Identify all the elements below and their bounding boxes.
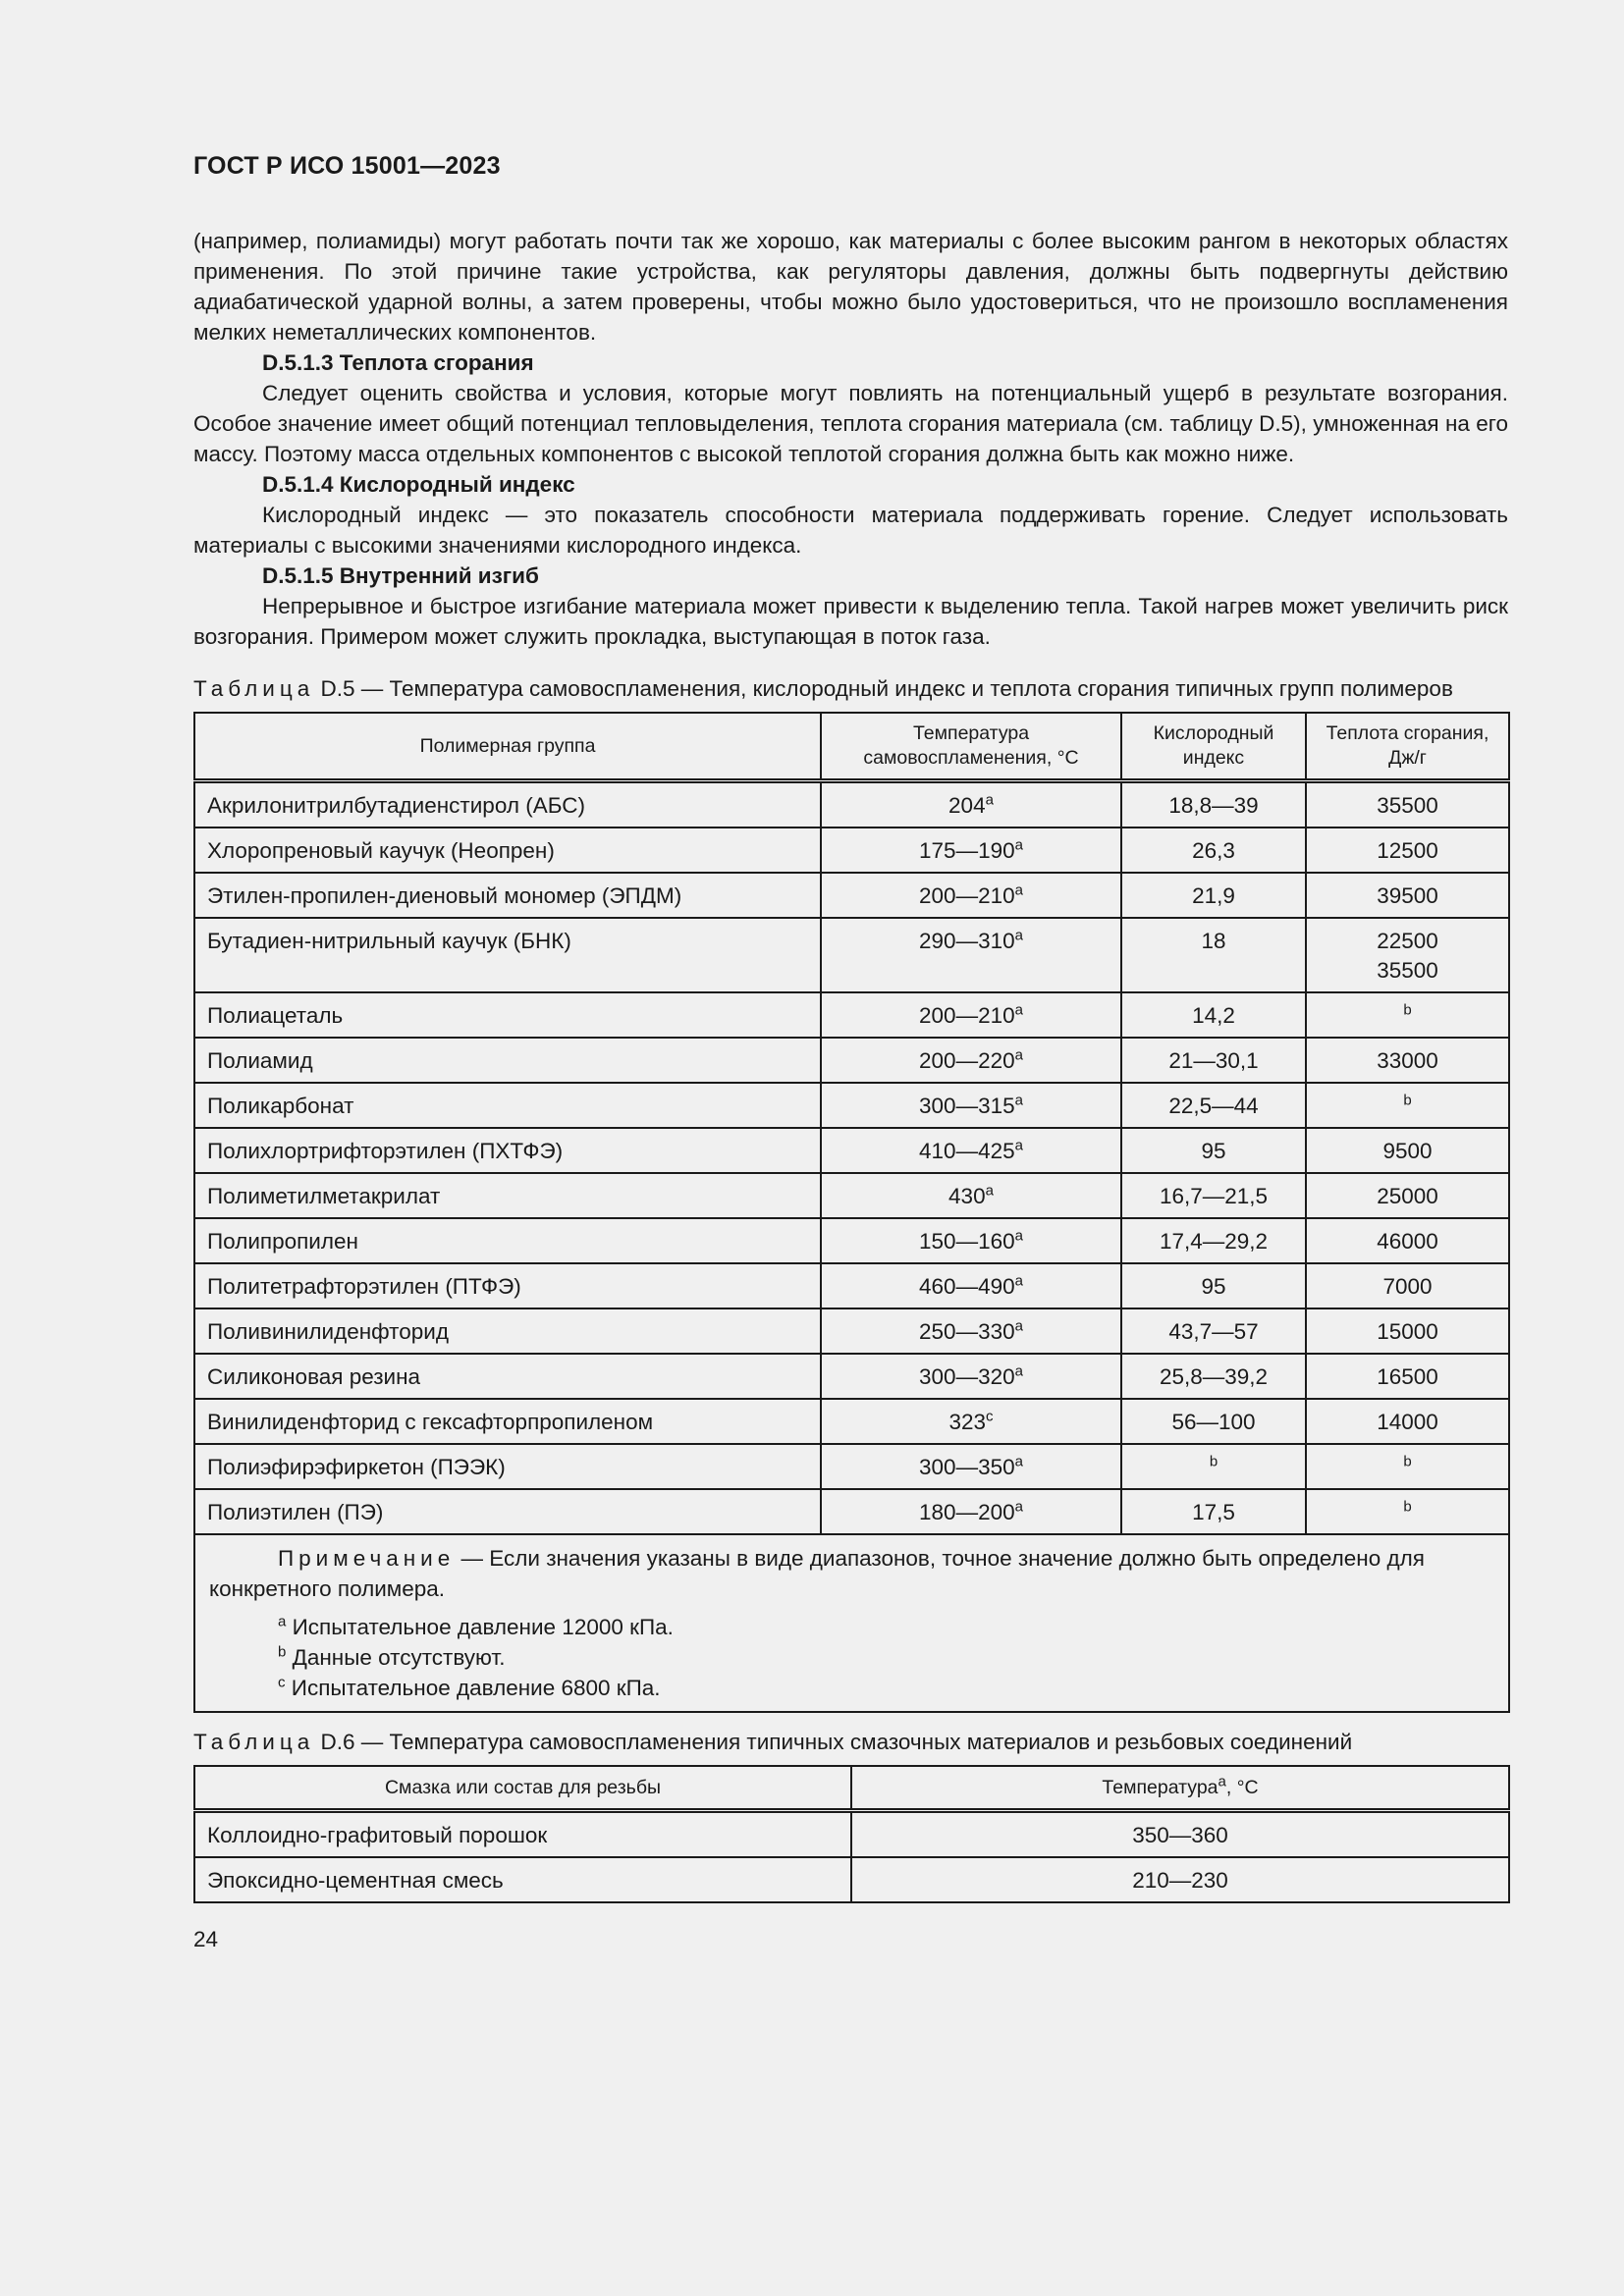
heat-value: 22500 bbox=[1377, 929, 1438, 953]
oi-value: 14,2 bbox=[1192, 1003, 1235, 1028]
footnote-mark: a bbox=[1014, 881, 1023, 899]
heat-value: 7000 bbox=[1382, 1274, 1433, 1299]
cell-temperature bbox=[821, 1444, 1121, 1489]
paragraph: Следует оценить свойства и условия, которые могут повлиять на потенциальный ущерб в результате возгорания. Особое значение имеет общий потенциал тепловыделения, теплота сгорания материала (см. таблицу D.5), умноженная на его массу. Поэтому масса отдельных компонентов с высокой теплотой сгорания должна быть как можно ниже. bbox=[193, 381, 1508, 466]
cell-heat bbox=[1306, 1083, 1509, 1128]
header-unit: , °С bbox=[1225, 1776, 1259, 1798]
cell-polymer: Полиэтилен (ПЭ) bbox=[194, 1489, 821, 1534]
cell-polymer: Акрилонитрилбутадиенстирол (АБС) bbox=[194, 781, 821, 828]
oi-value: 18,8—39 bbox=[1168, 793, 1259, 818]
temp-value: 323 bbox=[948, 1410, 987, 1434]
cell-temperature bbox=[821, 1263, 1121, 1308]
cell-name: Эпоксидно-цементная смесь bbox=[194, 1857, 851, 1902]
oi-value: 18 bbox=[1201, 929, 1226, 953]
table-row bbox=[194, 1444, 1509, 1489]
heat-value: 16500 bbox=[1377, 1364, 1438, 1389]
table-row bbox=[194, 918, 1509, 992]
footnote-mark: b bbox=[1403, 1001, 1412, 1019]
oi-value: 17,4—29,2 bbox=[1159, 1229, 1269, 1254]
cell-oxygen-index bbox=[1121, 1128, 1306, 1173]
table-row bbox=[194, 1218, 1509, 1263]
cell-oxygen-index bbox=[1121, 1173, 1306, 1218]
footnote-text: Данные отсутствуют. bbox=[292, 1645, 506, 1670]
column-header: Смазка или состав для резьбы bbox=[194, 1766, 851, 1811]
table-row bbox=[194, 1173, 1509, 1218]
footnote-mark: a bbox=[1014, 1227, 1023, 1245]
cell-oxygen-index bbox=[1121, 873, 1306, 918]
cell-temp: 210—230 bbox=[851, 1857, 1509, 1902]
cell-polymer: Винилиденфторид с гексафторпропиленом bbox=[194, 1399, 821, 1444]
cell-polymer: Полиметилметакрилат bbox=[194, 1173, 821, 1218]
table-row bbox=[194, 1399, 1509, 1444]
cell-temperature bbox=[821, 918, 1121, 992]
footnote-mark: b bbox=[278, 1643, 287, 1661]
cell-heat bbox=[1306, 873, 1509, 918]
oi-value: 22,5—44 bbox=[1168, 1094, 1259, 1118]
table-row bbox=[194, 1308, 1509, 1354]
footnote-mark: a bbox=[278, 1613, 287, 1630]
cell-heat bbox=[1306, 1218, 1509, 1263]
cell-temperature bbox=[821, 1128, 1121, 1173]
cell-heat bbox=[1306, 992, 1509, 1038]
heat-value: 9500 bbox=[1382, 1139, 1433, 1163]
cell-oxygen-index bbox=[1121, 1354, 1306, 1399]
oi-value: 17,5 bbox=[1192, 1500, 1235, 1524]
footnote-mark: a bbox=[985, 791, 994, 809]
heat-value: 15000 bbox=[1377, 1319, 1438, 1344]
section-heading: D.5.1.4 Кислородный индекс bbox=[262, 472, 575, 497]
footnote bbox=[209, 1642, 1494, 1673]
temp-value: 410—425 bbox=[919, 1139, 1015, 1163]
cell-oxygen-index bbox=[1121, 992, 1306, 1038]
cell-temperature bbox=[821, 781, 1121, 828]
table-d5 bbox=[193, 712, 1510, 1713]
cell-polymer: Полиамид bbox=[194, 1038, 821, 1083]
temp-value: 290—310 bbox=[919, 929, 1015, 953]
footnote-mark: a bbox=[1218, 1773, 1226, 1789]
heat-value: 14000 bbox=[1377, 1410, 1438, 1434]
cell-polymer: Этилен-пропилен-диеновый мономер (ЭПДМ) bbox=[194, 873, 821, 918]
cell-temperature bbox=[821, 1083, 1121, 1128]
cell-oxygen-index bbox=[1121, 1399, 1306, 1444]
cell-heat bbox=[1306, 1263, 1509, 1308]
footnote-mark: b bbox=[1209, 1453, 1218, 1470]
oi-value: 21,9 bbox=[1192, 883, 1235, 908]
cell-heat bbox=[1306, 1399, 1509, 1444]
table-row bbox=[194, 1354, 1509, 1399]
temp-value: 180—200 bbox=[919, 1500, 1015, 1524]
footnote-mark: a bbox=[1014, 836, 1023, 854]
cell-temperature bbox=[821, 1218, 1121, 1263]
cell-heat bbox=[1306, 918, 1509, 992]
cell-polymer: Поликарбонат bbox=[194, 1083, 821, 1128]
table-row bbox=[194, 992, 1509, 1038]
cell-temperature bbox=[821, 1038, 1121, 1083]
cell-temperature bbox=[821, 1173, 1121, 1218]
heat-value: 33000 bbox=[1377, 1048, 1438, 1073]
footnote-mark: a bbox=[1014, 927, 1023, 944]
table-row bbox=[194, 781, 1509, 828]
footnote-mark: a bbox=[1014, 1092, 1023, 1109]
paragraph: Непрерывное и быстрое изгибание материала может привести к выделению тепла. Такой нагрев может увеличить риск возгорания. Примером может служить прокладка, выступающая в поток газа. bbox=[193, 594, 1508, 649]
footnote-mark: c bbox=[278, 1674, 286, 1691]
footnote-mark: a bbox=[1014, 1137, 1023, 1154]
table-row bbox=[194, 828, 1509, 873]
table-row bbox=[194, 1038, 1509, 1083]
temp-value: 300—320 bbox=[919, 1364, 1015, 1389]
column-header: Кислородный индекс bbox=[1121, 713, 1306, 781]
header-text: Температура bbox=[1102, 1776, 1218, 1798]
cell-polymer: Полихлортрифторэтилен (ПХТФЭ) bbox=[194, 1128, 821, 1173]
caption-label: Таблица bbox=[193, 676, 315, 701]
paragraph: (например, полиамиды) могут работать почти так же хорошо, как материалы с более высоким рангом в некоторых областях применения. По этой причине такие устройства, как регуляторы давления, должны быть подвергнуты действию адиабатической ударной волны, а затем проверены, чтобы можно было удостовериться, что не произошло воспламенения мелких неметаллических компонентов. bbox=[193, 229, 1508, 345]
oi-value: 56—100 bbox=[1171, 1410, 1256, 1434]
cell-oxygen-index bbox=[1121, 1218, 1306, 1263]
table-row bbox=[194, 1811, 1509, 1858]
cell-polymer: Полипропилен bbox=[194, 1218, 821, 1263]
cell-oxygen-index bbox=[1121, 1083, 1306, 1128]
footnote bbox=[209, 1612, 1494, 1642]
temp-value: 430 bbox=[948, 1184, 986, 1208]
oi-value: 95 bbox=[1201, 1139, 1226, 1163]
temp-value: 175—190 bbox=[919, 838, 1015, 863]
cell-temperature bbox=[821, 1399, 1121, 1444]
cell-temperature bbox=[821, 873, 1121, 918]
heat-value: 12500 bbox=[1377, 838, 1438, 863]
cell-temperature bbox=[821, 1308, 1121, 1354]
footnote-text: Испытательное давление 6800 кПа. bbox=[291, 1676, 661, 1700]
cell-oxygen-index bbox=[1121, 918, 1306, 992]
cell-oxygen-index bbox=[1121, 1489, 1306, 1534]
table-row bbox=[194, 1489, 1509, 1534]
cell-polymer: Поливинилиденфторид bbox=[194, 1308, 821, 1354]
temp-value: 200—220 bbox=[919, 1048, 1015, 1073]
footnote-mark: a bbox=[1014, 1317, 1023, 1335]
oi-value: 26,3 bbox=[1192, 838, 1235, 863]
document-header: ГОСТ Р ИСО 15001—2023 bbox=[193, 152, 501, 180]
caption-label: Таблица bbox=[193, 1730, 315, 1754]
note-label: Примечание bbox=[278, 1546, 456, 1571]
cell-polymer: Хлоропреновый каучук (Неопрен) bbox=[194, 828, 821, 873]
footnote-mark: b bbox=[1403, 1498, 1412, 1516]
note-text: — Если значения указаны в виде диапазонов, точное значение должно быть определено для конкретного полимера. bbox=[209, 1546, 1425, 1601]
heat-value-2: 35500 bbox=[1377, 958, 1438, 983]
table-d5-caption bbox=[193, 673, 1508, 704]
column-header: Температура самовоспламенения, °С bbox=[821, 713, 1121, 781]
caption-text: D.6 — Температура самовоспламенения типичных смазочных материалов и резьбовых соединений bbox=[314, 1730, 1353, 1754]
temp-value: 200—210 bbox=[919, 1003, 1015, 1028]
footnote-mark: a bbox=[1014, 1001, 1023, 1019]
cell-temperature bbox=[821, 828, 1121, 873]
heat-value: 25000 bbox=[1377, 1184, 1438, 1208]
cell-polymer: Полиэфирэфиркетон (ПЭЭК) bbox=[194, 1444, 821, 1489]
cell-oxygen-index bbox=[1121, 1263, 1306, 1308]
footnote-mark: a bbox=[1014, 1272, 1023, 1290]
temp-value: 250—330 bbox=[919, 1319, 1015, 1344]
footnote bbox=[209, 1673, 1494, 1703]
cell-oxygen-index bbox=[1121, 828, 1306, 873]
cell-heat bbox=[1306, 781, 1509, 828]
oi-value: 16,7—21,5 bbox=[1159, 1184, 1269, 1208]
paragraph: Кислородный индекс — это показатель способности материала поддерживать горение. Следует использовать материалы с высокими значениями кислородного индекса. bbox=[193, 503, 1508, 558]
cell-temperature bbox=[821, 1489, 1121, 1534]
cell-temperature bbox=[821, 1354, 1121, 1399]
footnote-mark: a bbox=[985, 1182, 994, 1200]
cell-oxygen-index bbox=[1121, 1444, 1306, 1489]
cell-oxygen-index bbox=[1121, 781, 1306, 828]
cell-heat bbox=[1306, 1354, 1509, 1399]
temp-value: 300—315 bbox=[919, 1094, 1015, 1118]
cell-heat bbox=[1306, 1173, 1509, 1218]
footnote-mark: a bbox=[1014, 1498, 1023, 1516]
cell-name: Коллоидно-графитовый порошок bbox=[194, 1811, 851, 1858]
oi-value: 25,8—39,2 bbox=[1159, 1364, 1269, 1389]
footnote-mark: c bbox=[986, 1408, 994, 1425]
temp-value: 204 bbox=[948, 793, 986, 818]
oi-value: 21—30,1 bbox=[1168, 1048, 1259, 1073]
cell-heat bbox=[1306, 1489, 1509, 1534]
table-d6 bbox=[193, 1765, 1510, 1903]
table-row bbox=[194, 1857, 1509, 1902]
temp-value: 460—490 bbox=[919, 1274, 1015, 1299]
cell-oxygen-index bbox=[1121, 1038, 1306, 1083]
footnote-mark: a bbox=[1014, 1453, 1023, 1470]
cell-polymer: Силиконовая резина bbox=[194, 1354, 821, 1399]
column-header: Полимерная группа bbox=[194, 713, 821, 781]
cell-heat bbox=[1306, 828, 1509, 873]
footnote-text: Испытательное давление 12000 кПа. bbox=[292, 1615, 674, 1639]
footnote-mark: b bbox=[1403, 1092, 1412, 1109]
heat-value: 46000 bbox=[1377, 1229, 1438, 1254]
oi-value: 95 bbox=[1201, 1274, 1226, 1299]
table-row bbox=[194, 873, 1509, 918]
cell-oxygen-index bbox=[1121, 1308, 1306, 1354]
table-row bbox=[194, 1263, 1509, 1308]
cell-temperature bbox=[821, 992, 1121, 1038]
section-heading: D.5.1.3 Теплота сгорания bbox=[262, 350, 534, 375]
temp-value: 200—210 bbox=[919, 883, 1015, 908]
heat-value: 39500 bbox=[1377, 883, 1438, 908]
page-number: 24 bbox=[193, 1927, 219, 1951]
cell-polymer: Полиацеталь bbox=[194, 992, 821, 1038]
body-text bbox=[193, 226, 1508, 652]
table-row bbox=[194, 1083, 1509, 1128]
footnote-mark: b bbox=[1403, 1453, 1412, 1470]
cell-heat bbox=[1306, 1128, 1509, 1173]
cell-heat bbox=[1306, 1308, 1509, 1354]
caption-text: D.5 — Температура самовоспламенения, кислородный индекс и теплота сгорания типичных групп полимеров bbox=[314, 676, 1453, 701]
table-d6-caption bbox=[193, 1727, 1508, 1757]
table-note bbox=[194, 1534, 1509, 1712]
temp-value: 150—160 bbox=[919, 1229, 1015, 1254]
cell-polymer: Бутадиен-нитрильный каучук (БНК) bbox=[194, 918, 821, 992]
cell-polymer: Политетрафторэтилен (ПТФЭ) bbox=[194, 1263, 821, 1308]
column-header: Теплота сгорания, Дж/г bbox=[1306, 713, 1509, 781]
oi-value: 43,7—57 bbox=[1168, 1319, 1259, 1344]
heat-value: 35500 bbox=[1377, 793, 1438, 818]
cell-heat bbox=[1306, 1038, 1509, 1083]
table-row bbox=[194, 1128, 1509, 1173]
section-heading: D.5.1.5 Внутренний изгиб bbox=[262, 563, 539, 588]
temp-value: 300—350 bbox=[919, 1455, 1015, 1479]
cell-temp: 350—360 bbox=[851, 1811, 1509, 1858]
column-header bbox=[851, 1766, 1509, 1811]
footnote-mark: a bbox=[1014, 1046, 1023, 1064]
cell-heat bbox=[1306, 1444, 1509, 1489]
footnote-mark: a bbox=[1014, 1362, 1023, 1380]
